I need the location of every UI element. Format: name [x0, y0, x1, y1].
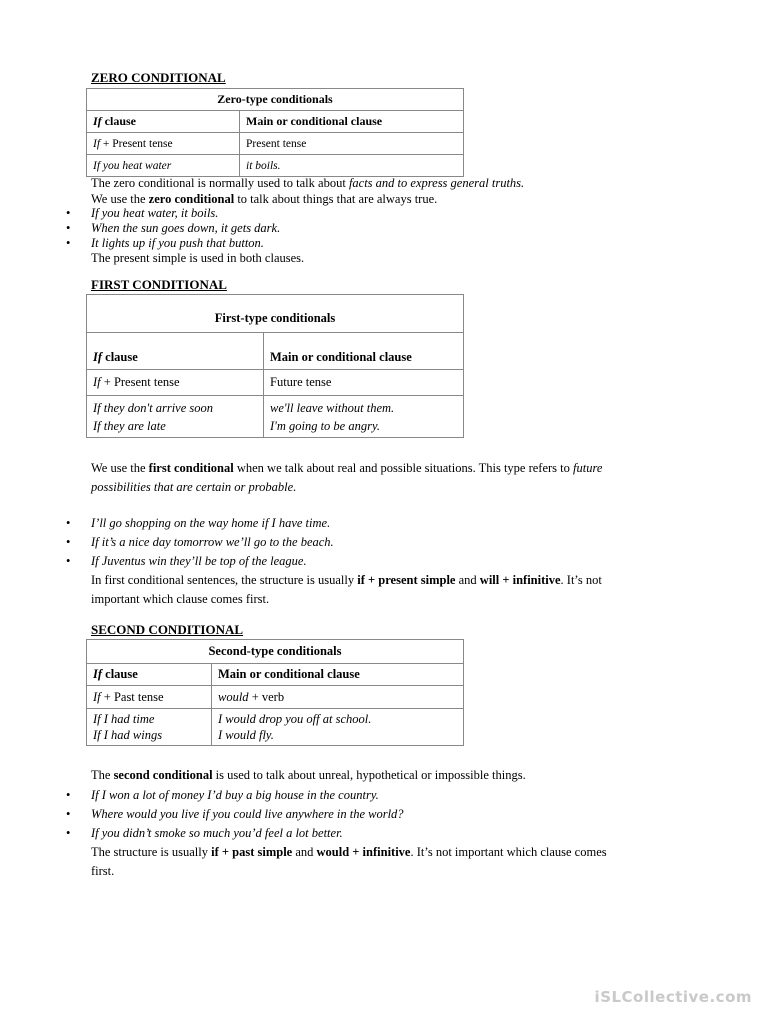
table-header-main-clause: Main or conditional clause — [212, 664, 464, 686]
table-title: First-type conditionals — [87, 295, 464, 333]
watermark-logo: iSLCollective.com — [594, 988, 752, 1006]
table-title: Zero-type conditionals — [87, 89, 464, 111]
zero-conditional-table — [86, 88, 464, 177]
table-cell: it boils. — [240, 155, 464, 177]
table-header-if-clause: If clause — [87, 111, 240, 133]
table-header-main-clause: Main or conditional clause — [264, 333, 464, 370]
table-cell: we'll leave without them. I'm going to be angry. — [264, 396, 464, 438]
table-header-if-clause: If clause — [87, 333, 264, 370]
list-item: • If it’s a nice day tomorrow we’ll go to the beach. — [66, 533, 334, 552]
table-cell: If you heat water — [87, 155, 240, 177]
paragraph: In first conditional sentences, the structure is usually if + present simple and will + infinitive. It’s not important which clause comes first. — [91, 573, 602, 606]
table-cell: If they don't arrive soon If they are late — [87, 396, 264, 438]
list-item: • It lights up if you push that button. — [66, 236, 280, 251]
first-conditional-heading: FIRST CONDITIONAL — [91, 277, 227, 292]
table-header-if-clause: If clause — [87, 664, 212, 686]
paragraph: The second conditional is used to talk about unreal, hypothetical or impossible things. — [91, 768, 526, 782]
table-cell: would + verb — [212, 686, 464, 709]
paragraph: The structure is usually if + past simple and would + infinitive. It’s not important which clause comes first. — [91, 845, 607, 878]
zero-conditional-heading: ZERO CONDITIONAL — [91, 70, 226, 85]
zero-examples-list — [66, 206, 280, 251]
paragraph: We use the first conditional when we talk about real and possible situations. This type refers to future possibilities that are certain or probable. — [91, 461, 603, 494]
paragraph: The zero conditional is normally used to talk about facts and to express general truths. — [91, 176, 525, 190]
table-cell: I would drop you off at school. I would fly. — [212, 709, 464, 746]
first-conditional-table — [86, 294, 464, 438]
table-cell: Future tense — [264, 370, 464, 396]
list-item: • If I won a lot of money I’d buy a big house in the country. — [66, 786, 404, 805]
table-cell: If I had time If I had wings — [87, 709, 212, 746]
list-item: • When the sun goes down, it gets dark. — [66, 221, 280, 236]
second-examples-list — [66, 786, 404, 843]
first-examples-list — [66, 514, 334, 571]
list-item: • If Juventus win they’ll be top of the league. — [66, 552, 334, 571]
table-header-main-clause: Main or conditional clause — [240, 111, 464, 133]
table-title: Second-type conditionals — [87, 640, 464, 664]
table-cell: If + Past tense — [87, 686, 212, 709]
second-conditional-table — [86, 639, 464, 746]
paragraph: We use the zero conditional to talk about things that are always true. — [91, 192, 438, 206]
list-item: • If you heat water, it boils. — [66, 206, 280, 221]
table-cell: If + Present tense — [87, 370, 264, 396]
second-conditional-heading: SECOND CONDITIONAL — [91, 622, 244, 637]
list-item: • I’ll go shopping on the way home if I have time. — [66, 514, 334, 533]
paragraph: The present simple is used in both clauses. — [91, 251, 305, 265]
table-cell: If + Present tense — [87, 133, 240, 155]
list-item: • Where would you live if you could live anywhere in the world? — [66, 805, 404, 824]
list-item: • If you didn’t smoke so much you’d feel a lot better. — [66, 824, 404, 843]
table-cell: Present tense — [240, 133, 464, 155]
